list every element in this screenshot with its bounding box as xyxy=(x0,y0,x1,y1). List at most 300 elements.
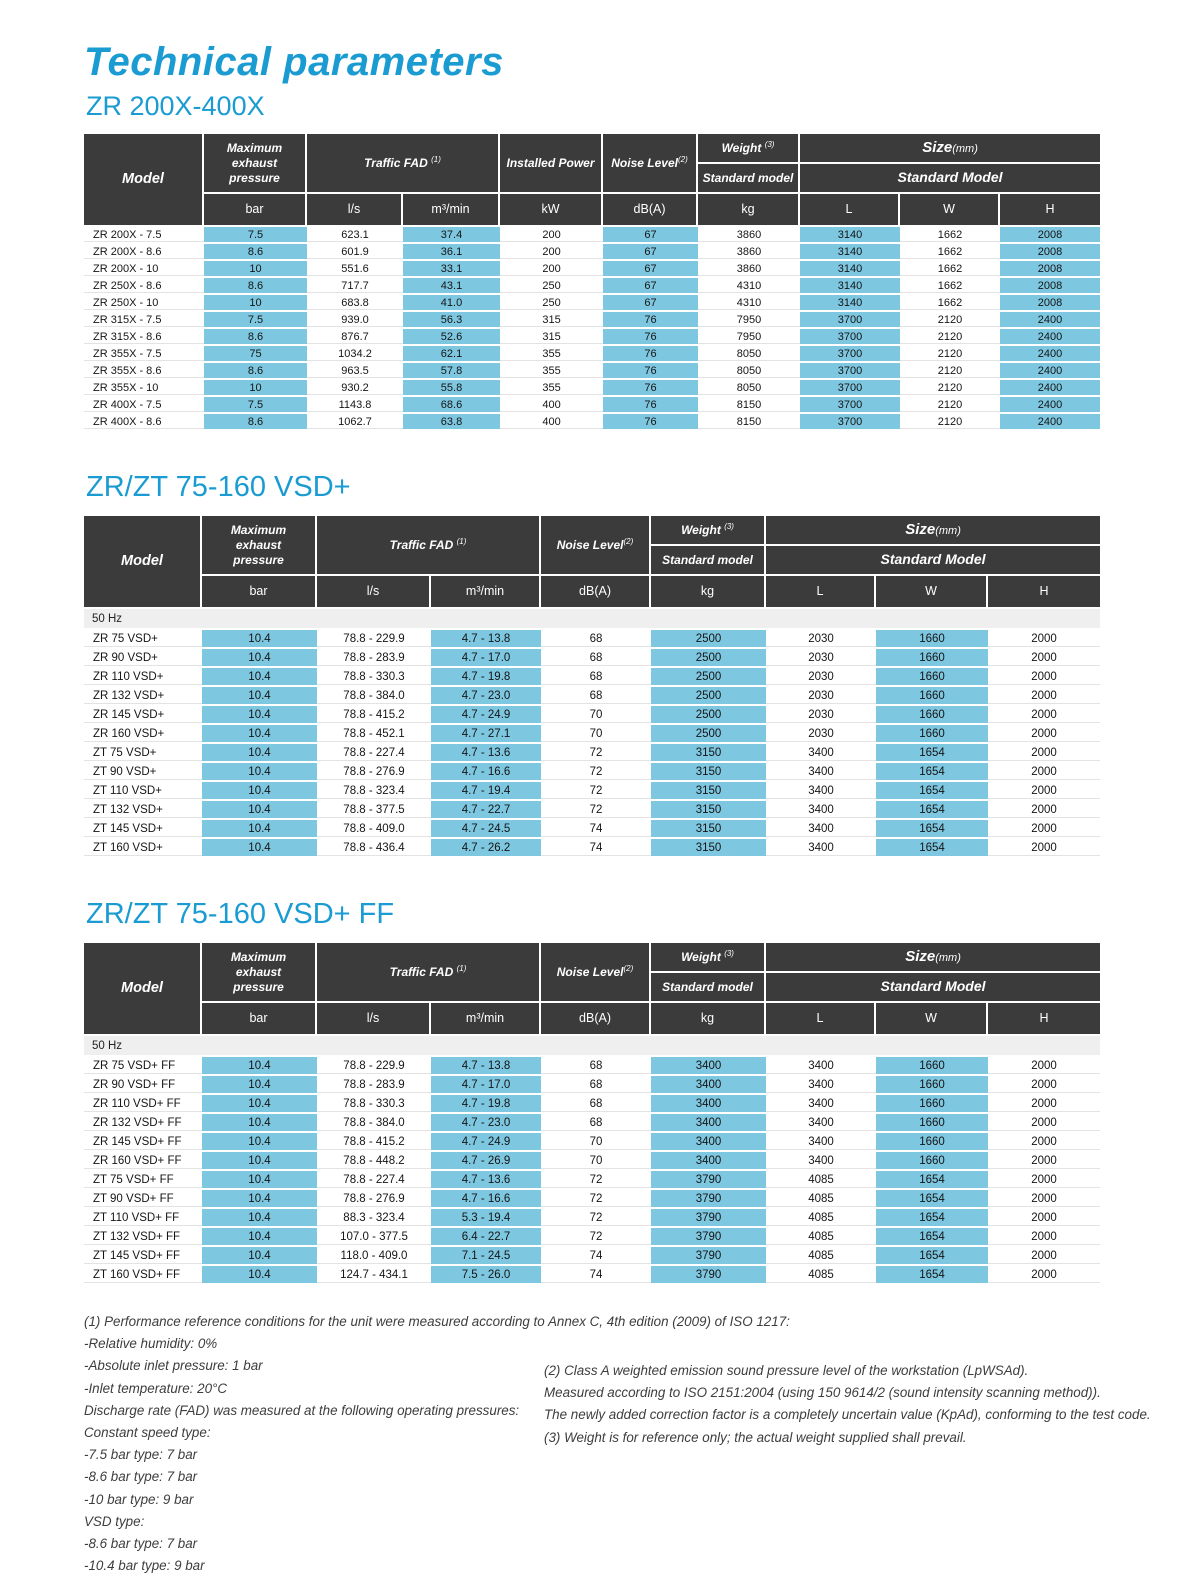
model-cell: ZR 315X - 7.5 xyxy=(84,312,204,329)
value-cell: 1660 xyxy=(876,1095,988,1114)
value-cell: 4.7 - 24.9 xyxy=(431,706,541,725)
model-cell: ZR 400X - 7.5 xyxy=(84,397,204,414)
unit-w: W xyxy=(876,576,988,609)
value-cell: 2400 xyxy=(1000,380,1100,397)
value-cell: 10.4 xyxy=(202,1228,317,1247)
value-cell: 200 xyxy=(500,261,603,278)
table-row xyxy=(84,630,1100,649)
value-cell: 3150 xyxy=(651,820,766,839)
value-cell: 56.3 xyxy=(403,312,500,329)
value-cell: 10.4 xyxy=(202,1057,317,1076)
value-cell: 78.8 - 415.2 xyxy=(317,706,431,725)
value-cell: 4.7 - 19.4 xyxy=(431,782,541,801)
value-cell: 2000 xyxy=(988,1228,1100,1247)
table-row xyxy=(84,312,1100,329)
footnote-line: -Absolute inlet pressure: 1 bar xyxy=(84,1358,263,1374)
value-cell: 78.8 - 330.3 xyxy=(317,668,431,687)
table-vsd-ff xyxy=(84,943,1100,1285)
value-cell: 2000 xyxy=(988,1152,1100,1171)
value-cell: 10.4 xyxy=(202,1114,317,1133)
unit-kg: kg xyxy=(651,1003,766,1036)
value-cell: 3700 xyxy=(800,329,900,346)
value-cell: 4310 xyxy=(698,278,800,295)
footnote-line: The newly added correction factor is a completely uncertain value (KpAd), conforming to the test code. xyxy=(544,1407,1151,1423)
value-cell: 2030 xyxy=(766,630,876,649)
value-cell: 2000 xyxy=(988,1114,1100,1133)
model-cell: ZT 110 VSD+ xyxy=(84,782,202,801)
table-row xyxy=(84,244,1100,261)
value-cell: 10.4 xyxy=(202,1076,317,1095)
hz-row xyxy=(84,609,1100,630)
value-cell: 3140 xyxy=(800,244,900,261)
col-header-weight: Weight $^{(3)}$ xyxy=(651,516,766,546)
value-cell: 355 xyxy=(500,380,603,397)
value-cell: 63.8 xyxy=(403,414,500,431)
value-cell: 68 xyxy=(541,630,651,649)
value-cell: 78.8 - 323.4 xyxy=(317,782,431,801)
value-cell: 70 xyxy=(541,1152,651,1171)
value-cell: 3400 xyxy=(651,1076,766,1095)
value-cell: 2400 xyxy=(1000,346,1100,363)
value-cell: 2000 xyxy=(988,1171,1100,1190)
value-cell: 2500 xyxy=(651,649,766,668)
table-row xyxy=(84,295,1100,312)
value-cell: 2120 xyxy=(900,363,1000,380)
table-row xyxy=(84,1266,1100,1285)
value-cell: 78.8 - 436.4 xyxy=(317,839,431,858)
table-row xyxy=(84,801,1100,820)
value-cell: 68 xyxy=(541,1057,651,1076)
table-row xyxy=(84,227,1100,244)
table-row xyxy=(84,839,1100,858)
unit-l: L xyxy=(800,194,900,227)
value-cell: 4.7 - 24.5 xyxy=(431,820,541,839)
unit-kw: kW xyxy=(500,194,603,227)
table-row xyxy=(84,1190,1100,1209)
value-cell: 70 xyxy=(541,725,651,744)
value-cell: 8.6 xyxy=(204,363,307,380)
value-cell: 78.8 - 283.9 xyxy=(317,1076,431,1095)
col-header-traffic-fad: Traffic FAD $^{(1)}$ xyxy=(317,943,541,1003)
value-cell: 8.6 xyxy=(204,278,307,295)
value-cell: 2000 xyxy=(988,630,1100,649)
col-header-model: Model xyxy=(84,134,204,227)
table-row xyxy=(84,278,1100,295)
model-cell: ZR 132 VSD+ xyxy=(84,687,202,706)
value-cell: 1654 xyxy=(876,1171,988,1190)
value-cell: 4085 xyxy=(766,1171,876,1190)
value-cell: 8.6 xyxy=(204,414,307,431)
value-cell: 4.7 - 16.6 xyxy=(431,1190,541,1209)
value-cell: 2000 xyxy=(988,668,1100,687)
table-row xyxy=(84,363,1100,380)
value-cell: 683.8 xyxy=(307,295,403,312)
model-cell: ZR 200X - 7.5 xyxy=(84,227,204,244)
unit-dba: dB(A) xyxy=(603,194,698,227)
table-vsd xyxy=(84,516,1100,858)
value-cell: 400 xyxy=(500,414,603,431)
value-cell: 72 xyxy=(541,1209,651,1228)
value-cell: 2500 xyxy=(651,687,766,706)
value-cell: 1654 xyxy=(876,839,988,858)
value-cell: 1654 xyxy=(876,1209,988,1228)
value-cell: 55.8 xyxy=(403,380,500,397)
value-cell: 2030 xyxy=(766,687,876,706)
value-cell: 3400 xyxy=(766,801,876,820)
value-cell: 33.1 xyxy=(403,261,500,278)
value-cell: 2000 xyxy=(988,1266,1100,1285)
value-cell: 8150 xyxy=(698,414,800,431)
value-cell: 10 xyxy=(204,295,307,312)
value-cell: 8050 xyxy=(698,380,800,397)
value-cell: 10.4 xyxy=(202,763,317,782)
hz-label: 50 Hz xyxy=(84,1036,1100,1057)
value-cell: 355 xyxy=(500,363,603,380)
model-cell: ZT 145 VSD+ xyxy=(84,820,202,839)
value-cell: 4085 xyxy=(766,1209,876,1228)
col-header-standard-model-size: Standard Model xyxy=(766,973,1100,1003)
value-cell: 2000 xyxy=(988,744,1100,763)
value-cell: 8050 xyxy=(698,363,800,380)
value-cell: 2000 xyxy=(988,706,1100,725)
value-cell: 4.7 - 16.6 xyxy=(431,763,541,782)
value-cell: 76 xyxy=(603,312,698,329)
footnote-line: (1) Performance reference conditions for the unit were measured according to Annex C, 4th edition (2009) of ISO 1217: xyxy=(84,1314,790,1329)
value-cell: 3400 xyxy=(651,1057,766,1076)
value-cell: 2030 xyxy=(766,725,876,744)
value-cell: 2120 xyxy=(900,329,1000,346)
value-cell: 10.4 xyxy=(202,668,317,687)
value-cell: 3700 xyxy=(800,397,900,414)
value-cell: 1654 xyxy=(876,763,988,782)
value-cell: 75 xyxy=(204,346,307,363)
value-cell: 10.4 xyxy=(202,744,317,763)
value-cell: 4085 xyxy=(766,1190,876,1209)
value-cell: 2000 xyxy=(988,839,1100,858)
value-cell: 78.8 - 229.9 xyxy=(317,630,431,649)
value-cell: 2000 xyxy=(988,1076,1100,1095)
model-cell: ZR 315X - 8.6 xyxy=(84,329,204,346)
value-cell: 2500 xyxy=(651,706,766,725)
table-row xyxy=(84,1171,1100,1190)
value-cell: 3400 xyxy=(766,1076,876,1095)
table-row xyxy=(84,706,1100,725)
value-cell: 400 xyxy=(500,397,603,414)
value-cell: 74 xyxy=(541,1247,651,1266)
col-header-size: Size(mm) xyxy=(766,943,1100,973)
value-cell: 1660 xyxy=(876,687,988,706)
value-cell: 1654 xyxy=(876,782,988,801)
value-cell: 10.4 xyxy=(202,782,317,801)
value-cell: 4.7 - 26.9 xyxy=(431,1152,541,1171)
col-header-max-pressure: Maximum exhaust pressure xyxy=(202,516,317,576)
table-row xyxy=(84,397,1100,414)
value-cell: 10.4 xyxy=(202,1209,317,1228)
value-cell: 10.4 xyxy=(202,1190,317,1209)
value-cell: 68 xyxy=(541,668,651,687)
model-cell: ZT 132 VSD+ xyxy=(84,801,202,820)
col-header-installed-power: Installed Power xyxy=(500,134,603,194)
value-cell: 74 xyxy=(541,820,651,839)
unit-ls: l/s xyxy=(317,1003,431,1036)
value-cell: 78.8 - 448.2 xyxy=(317,1152,431,1171)
table-row xyxy=(84,414,1100,431)
footnote-line: VSD type: xyxy=(84,1513,145,1529)
footnote-line: -10.4 bar type: 9 bar xyxy=(84,1558,205,1574)
value-cell: 4.7 - 13.6 xyxy=(431,1171,541,1190)
value-cell: 2120 xyxy=(900,414,1000,431)
value-cell: 76 xyxy=(603,363,698,380)
value-cell: 623.1 xyxy=(307,227,403,244)
value-cell: 4.7 - 19.8 xyxy=(431,1095,541,1114)
col-header-noise-level: Noise Level$^{(2)}$ xyxy=(541,516,651,576)
value-cell: 76 xyxy=(603,380,698,397)
value-cell: 3400 xyxy=(766,839,876,858)
value-cell: 3150 xyxy=(651,763,766,782)
table-row xyxy=(84,649,1100,668)
model-cell: ZT 145 VSD+ FF xyxy=(84,1247,202,1266)
footnote-line: Measured according to ISO 2151:2004 (using 150 9614/2 (sound intensity scanning method)). xyxy=(544,1385,1101,1401)
value-cell: 67 xyxy=(603,278,698,295)
model-cell: ZR 145 VSD+ FF xyxy=(84,1133,202,1152)
value-cell: 3150 xyxy=(651,782,766,801)
table-row xyxy=(84,1152,1100,1171)
section-title-vsd: ZR/ZT 75-160 VSD+ xyxy=(86,471,351,503)
value-cell: 2008 xyxy=(1000,278,1100,295)
value-cell: 7950 xyxy=(698,312,800,329)
table-row xyxy=(84,763,1100,782)
value-cell: 2008 xyxy=(1000,261,1100,278)
value-cell: 72 xyxy=(541,1228,651,1247)
unit-bar: bar xyxy=(204,194,307,227)
value-cell: 3860 xyxy=(698,261,800,278)
value-cell: 1654 xyxy=(876,801,988,820)
model-cell: ZR 200X - 10 xyxy=(84,261,204,278)
value-cell: 68 xyxy=(541,1076,651,1095)
model-cell: ZR 145 VSD+ xyxy=(84,706,202,725)
value-cell: 1654 xyxy=(876,744,988,763)
table-row xyxy=(84,1133,1100,1152)
value-cell: 2000 xyxy=(988,763,1100,782)
model-cell: ZR 355X - 8.6 xyxy=(84,363,204,380)
value-cell: 74 xyxy=(541,839,651,858)
value-cell: 3400 xyxy=(766,1114,876,1133)
value-cell: 107.0 - 377.5 xyxy=(317,1228,431,1247)
value-cell: 1660 xyxy=(876,1133,988,1152)
table-row xyxy=(84,668,1100,687)
value-cell: 3140 xyxy=(800,295,900,312)
value-cell: 1660 xyxy=(876,1076,988,1095)
value-cell: 3150 xyxy=(651,839,766,858)
value-cell: 2000 xyxy=(988,649,1100,668)
value-cell: 118.0 - 409.0 xyxy=(317,1247,431,1266)
model-cell: ZR 250X - 10 xyxy=(84,295,204,312)
model-cell: ZT 160 VSD+ xyxy=(84,839,202,858)
value-cell: 7.5 xyxy=(204,397,307,414)
unit-h: H xyxy=(988,1003,1100,1036)
value-cell: 200 xyxy=(500,244,603,261)
value-cell: 36.1 xyxy=(403,244,500,261)
value-cell: 3860 xyxy=(698,227,800,244)
unit-l: L xyxy=(766,576,876,609)
value-cell: 2030 xyxy=(766,649,876,668)
value-cell: 3400 xyxy=(766,820,876,839)
value-cell: 4.7 - 22.7 xyxy=(431,801,541,820)
value-cell: 88.3 - 323.4 xyxy=(317,1209,431,1228)
value-cell: 1660 xyxy=(876,1057,988,1076)
value-cell: 2030 xyxy=(766,706,876,725)
value-cell: 315 xyxy=(500,312,603,329)
table-row xyxy=(84,1209,1100,1228)
table-row xyxy=(84,380,1100,397)
value-cell: 4.7 - 23.0 xyxy=(431,1114,541,1133)
model-cell: ZR 160 VSD+ FF xyxy=(84,1152,202,1171)
value-cell: 3400 xyxy=(766,1095,876,1114)
value-cell: 7.5 xyxy=(204,227,307,244)
value-cell: 3400 xyxy=(651,1152,766,1171)
value-cell: 78.8 - 229.9 xyxy=(317,1057,431,1076)
model-cell: ZT 110 VSD+ FF xyxy=(84,1209,202,1228)
model-cell: ZT 132 VSD+ FF xyxy=(84,1228,202,1247)
value-cell: 3400 xyxy=(766,782,876,801)
model-cell: ZR 75 VSD+ xyxy=(84,630,202,649)
value-cell: 78.8 - 415.2 xyxy=(317,1133,431,1152)
value-cell: 1660 xyxy=(876,649,988,668)
unit-bar: bar xyxy=(202,576,317,609)
unit-ls: l/s xyxy=(317,576,431,609)
value-cell: 1654 xyxy=(876,1266,988,1285)
value-cell: 2120 xyxy=(900,397,1000,414)
col-header-standard-model-weight: Standard model xyxy=(651,973,766,1003)
col-header-size: Size(mm) xyxy=(800,134,1100,164)
unit-dba: dB(A) xyxy=(541,576,651,609)
unit-bar: bar xyxy=(202,1003,317,1036)
value-cell: 10.4 xyxy=(202,1133,317,1152)
value-cell: 1660 xyxy=(876,630,988,649)
value-cell: 250 xyxy=(500,295,603,312)
value-cell: 68.6 xyxy=(403,397,500,414)
footnote-line: -Relative humidity: 0% xyxy=(84,1336,218,1352)
value-cell: 3790 xyxy=(651,1190,766,1209)
value-cell: 10.4 xyxy=(202,1171,317,1190)
value-cell: 8150 xyxy=(698,397,800,414)
value-cell: 3790 xyxy=(651,1247,766,1266)
model-cell: ZT 90 VSD+ xyxy=(84,763,202,782)
value-cell: 68 xyxy=(541,1095,651,1114)
value-cell: 3700 xyxy=(800,380,900,397)
value-cell: 52.6 xyxy=(403,329,500,346)
value-cell: 2000 xyxy=(988,801,1100,820)
value-cell: 3700 xyxy=(800,414,900,431)
model-cell: ZR 110 VSD+ xyxy=(84,668,202,687)
table-row xyxy=(84,744,1100,763)
footnote-line: -7.5 bar type: 7 bar xyxy=(84,1447,198,1463)
value-cell: 1662 xyxy=(900,227,1000,244)
col-header-model: Model xyxy=(84,943,202,1036)
value-cell: 717.7 xyxy=(307,278,403,295)
value-cell: 124.7 - 434.1 xyxy=(317,1266,431,1285)
value-cell: 10.4 xyxy=(202,687,317,706)
value-cell: 10.4 xyxy=(202,1247,317,1266)
value-cell: 8.6 xyxy=(204,329,307,346)
value-cell: 1662 xyxy=(900,244,1000,261)
value-cell: 76 xyxy=(603,414,698,431)
value-cell: 3400 xyxy=(766,1133,876,1152)
value-cell: 10.4 xyxy=(202,649,317,668)
model-cell: ZT 75 VSD+ FF xyxy=(84,1171,202,1190)
value-cell: 3400 xyxy=(766,1057,876,1076)
value-cell: 4085 xyxy=(766,1247,876,1266)
footnotes-right xyxy=(544,1360,1184,1449)
section-title-zr200x-400x: ZR 200X-400X xyxy=(86,91,265,121)
model-cell: ZR 75 VSD+ FF xyxy=(84,1057,202,1076)
model-cell: ZR 132 VSD+ FF xyxy=(84,1114,202,1133)
value-cell: 72 xyxy=(541,763,651,782)
unit-m3min: m³/min xyxy=(431,576,541,609)
col-header-standard-model-size: Standard Model xyxy=(800,164,1100,194)
value-cell: 2500 xyxy=(651,630,766,649)
value-cell: 5.3 - 19.4 xyxy=(431,1209,541,1228)
value-cell: 4.7 - 17.0 xyxy=(431,1076,541,1095)
value-cell: 76 xyxy=(603,397,698,414)
value-cell: 3790 xyxy=(651,1171,766,1190)
value-cell: 78.8 - 276.9 xyxy=(317,1190,431,1209)
unit-m3min: m³/min xyxy=(403,194,500,227)
value-cell: 2000 xyxy=(988,1247,1100,1266)
value-cell: 2000 xyxy=(988,1095,1100,1114)
value-cell: 2030 xyxy=(766,668,876,687)
unit-ls: l/s xyxy=(307,194,403,227)
value-cell: 200 xyxy=(500,227,603,244)
table-row xyxy=(84,820,1100,839)
footnote-line: Discharge rate (FAD) was measured at the following operating pressures: xyxy=(84,1402,520,1418)
value-cell: 78.8 - 377.5 xyxy=(317,801,431,820)
table-row xyxy=(84,782,1100,801)
value-cell: 67 xyxy=(603,261,698,278)
value-cell: 3140 xyxy=(800,261,900,278)
footnote-line: -8.6 bar type: 7 bar xyxy=(84,1536,198,1552)
value-cell: 3150 xyxy=(651,801,766,820)
value-cell: 10.4 xyxy=(202,839,317,858)
value-cell: 315 xyxy=(500,329,603,346)
value-cell: 78.8 - 276.9 xyxy=(317,763,431,782)
table-row xyxy=(84,725,1100,744)
value-cell: 4310 xyxy=(698,295,800,312)
value-cell: 3400 xyxy=(766,1152,876,1171)
value-cell: 3790 xyxy=(651,1228,766,1247)
value-cell: 6.4 - 22.7 xyxy=(431,1228,541,1247)
unit-w: W xyxy=(876,1003,988,1036)
table-row xyxy=(84,687,1100,706)
col-header-model: Model xyxy=(84,516,202,609)
value-cell: 10.4 xyxy=(202,725,317,744)
value-cell: 4.7 - 13.8 xyxy=(431,1057,541,1076)
value-cell: 78.8 - 283.9 xyxy=(317,649,431,668)
value-cell: 601.9 xyxy=(307,244,403,261)
value-cell: 76 xyxy=(603,346,698,363)
value-cell: 68 xyxy=(541,1114,651,1133)
value-cell: 1660 xyxy=(876,1114,988,1133)
value-cell: 2000 xyxy=(988,782,1100,801)
value-cell: 3400 xyxy=(766,744,876,763)
value-cell: 1660 xyxy=(876,706,988,725)
value-cell: 2000 xyxy=(988,725,1100,744)
value-cell: 67 xyxy=(603,244,698,261)
value-cell: 2000 xyxy=(988,687,1100,706)
value-cell: 78.8 - 452.1 xyxy=(317,725,431,744)
value-cell: 72 xyxy=(541,744,651,763)
value-cell: 2400 xyxy=(1000,397,1100,414)
